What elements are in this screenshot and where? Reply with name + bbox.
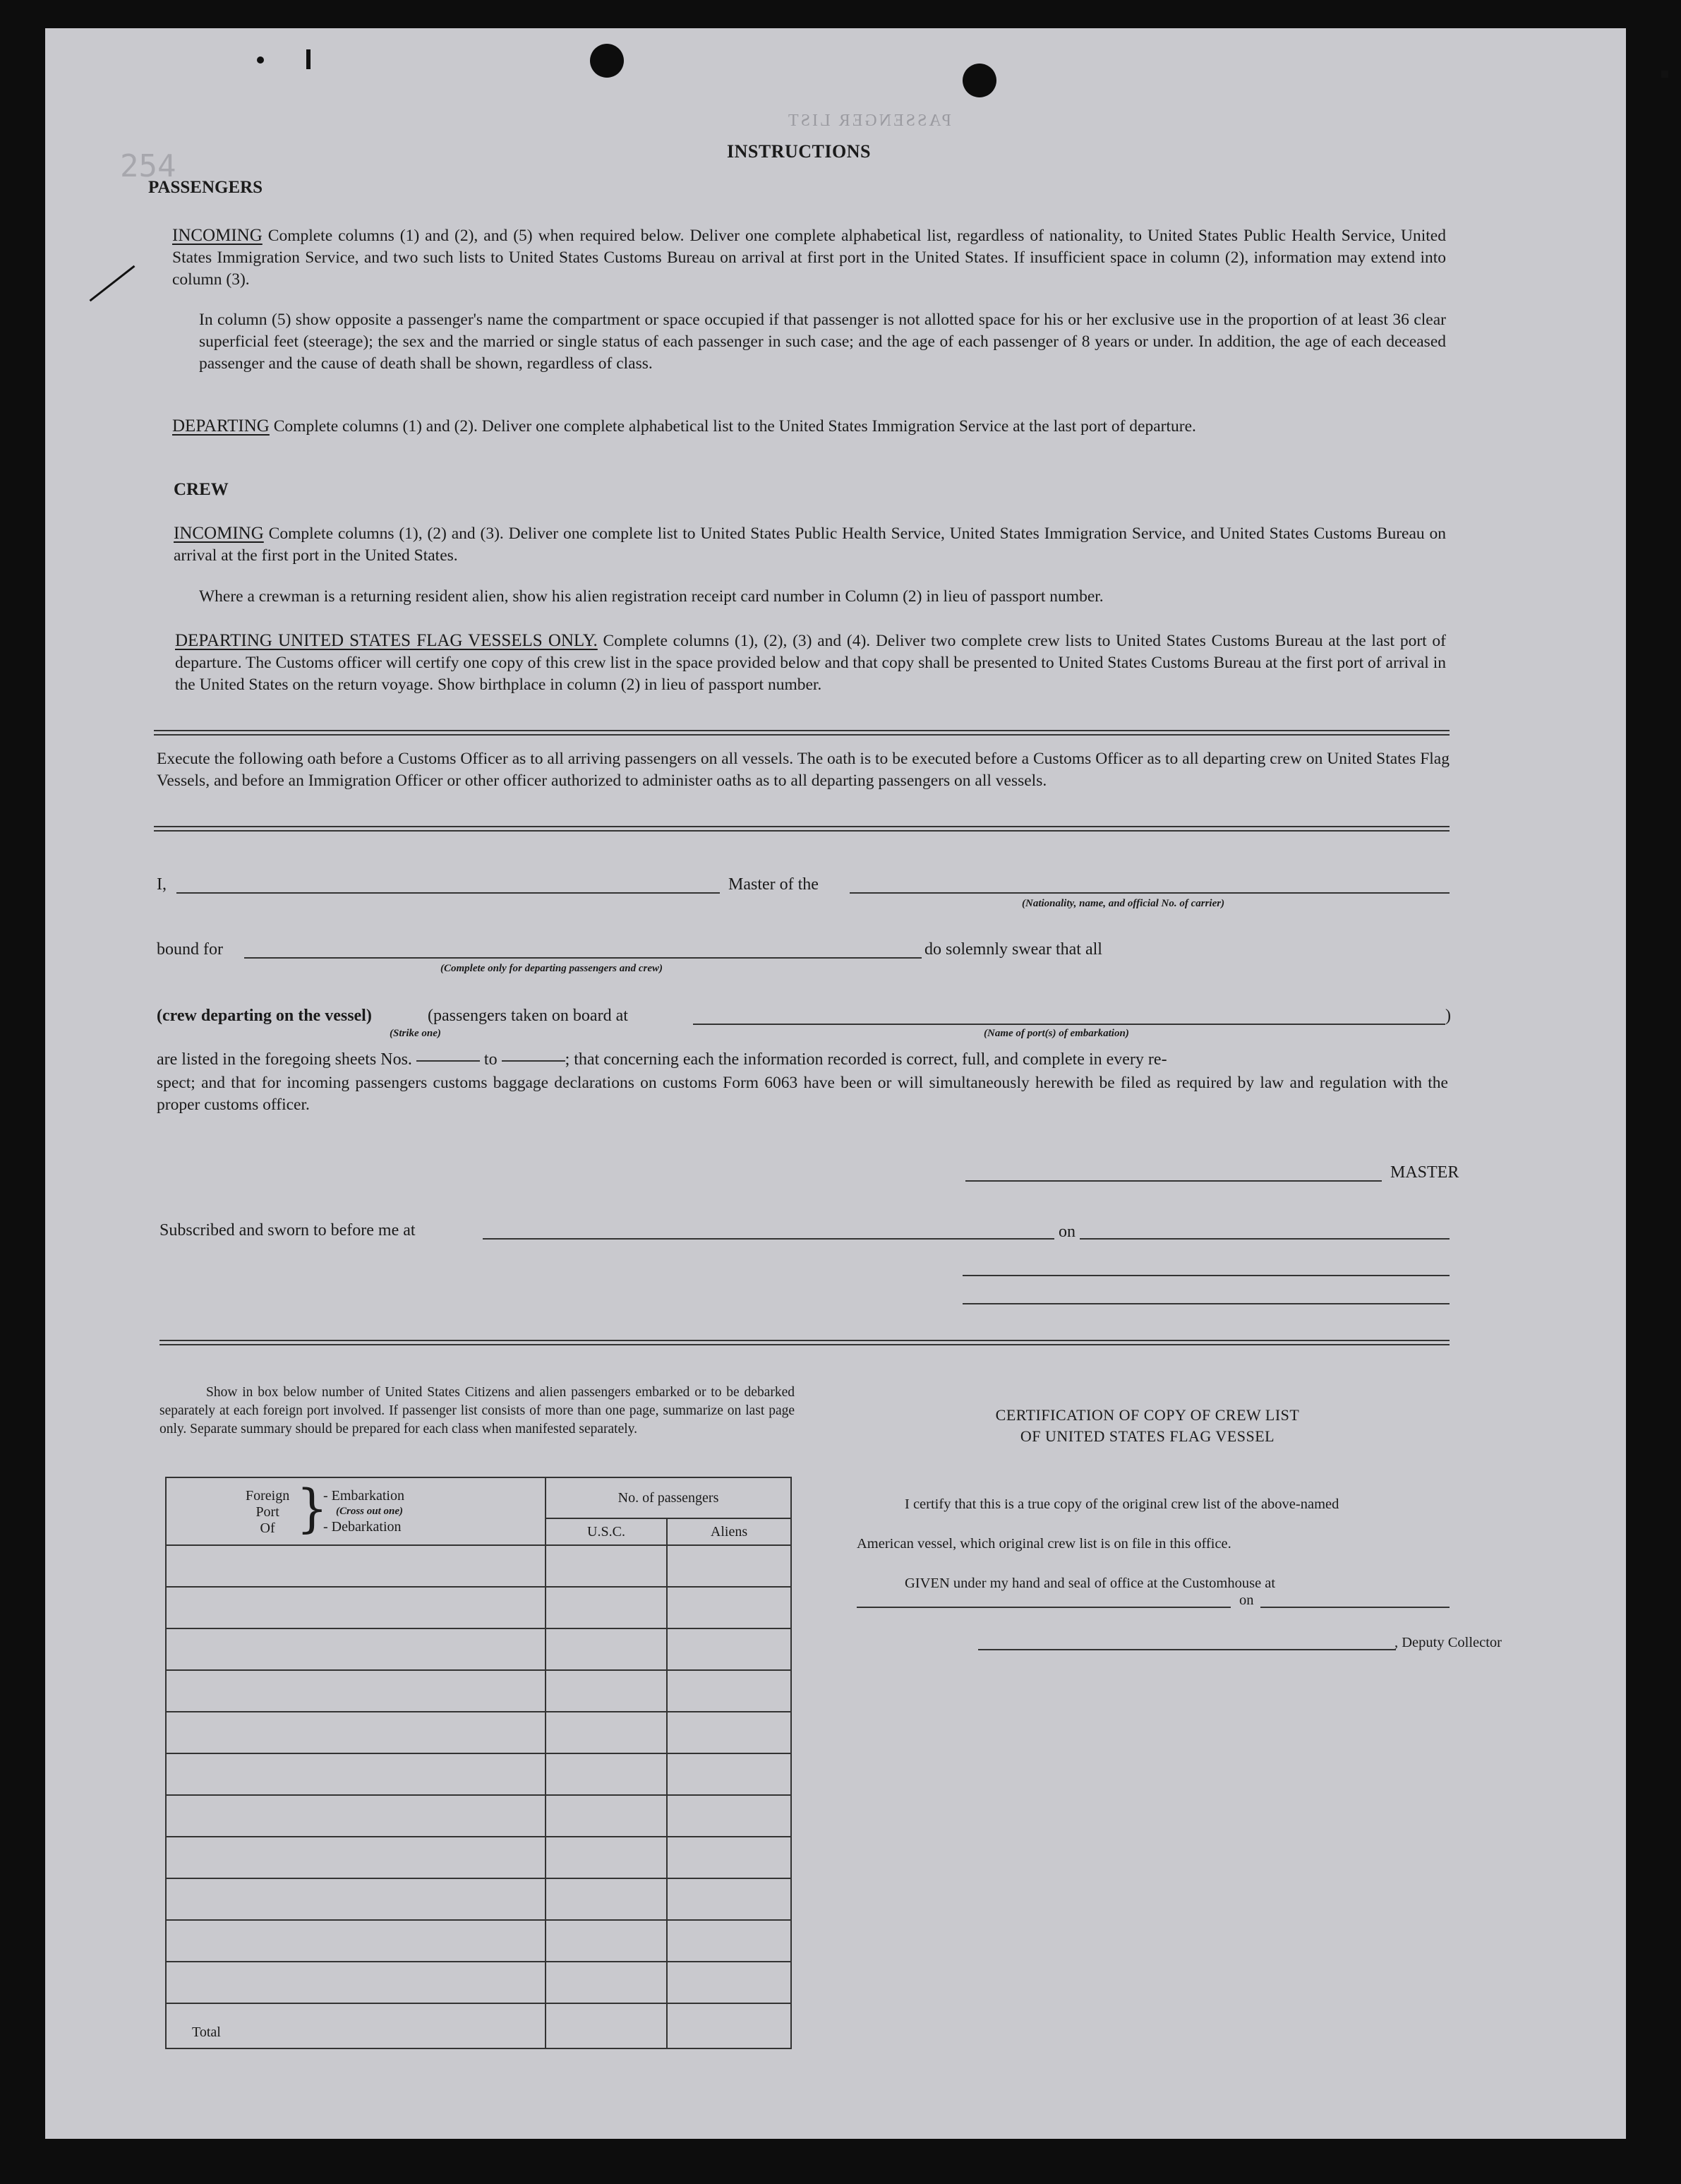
summary-aliens-cell[interactable]: [667, 1920, 791, 1962]
summary-aliens-cell[interactable]: [667, 1587, 791, 1628]
pen-stroke: [90, 265, 135, 302]
summary-port-cell[interactable]: [166, 1670, 546, 1712]
total-label: [166, 2003, 546, 2048]
crew-incoming-label: INCOMING: [174, 524, 264, 543]
sworn-on-label: on: [1059, 1223, 1076, 1241]
summary-aliens-cell[interactable]: [667, 1545, 791, 1587]
summary-usc-cell[interactable]: [546, 1878, 667, 1920]
certification-title-line2: OF UNITED STATES FLAG VESSEL: [1020, 1427, 1275, 1445]
passengers-incoming-block: [172, 224, 1446, 291]
usc-header: U.S.C.: [546, 1518, 667, 1545]
officer-signature-field-2[interactable]: [963, 1303, 1450, 1304]
master-of-the-label: Master of the: [728, 875, 819, 894]
divider-double: [154, 826, 1450, 832]
crew-departing-option-bold: (crew departing on the vessel): [157, 1007, 372, 1025]
summary-aliens-cell[interactable]: [667, 1837, 791, 1878]
divider-double: [154, 730, 1450, 736]
given-line: GIVEN under my hand and seal of office at the Customhouse at: [905, 1576, 1276, 1591]
no-of-passengers-header: No. of passengers: [546, 1477, 791, 1518]
bound-for-label: bound for: [157, 940, 223, 959]
summary-usc-cell[interactable]: [546, 1837, 667, 1878]
crew-incoming-block: [174, 522, 1446, 567]
summary-rows: [166, 1545, 791, 2003]
listed-to: to: [483, 1050, 498, 1069]
embarkation-option[interactable]: - Embarkation: [323, 1488, 404, 1504]
debarkation-option[interactable]: - Debarkation: [323, 1519, 402, 1535]
summary-usc-cell[interactable]: [546, 1962, 667, 2003]
bleed-through-header: PASSENGER LIST: [786, 112, 951, 130]
close-paren: ): [1445, 1007, 1451, 1025]
ports-field[interactable]: [693, 1024, 1445, 1025]
page-title: INSTRUCTIONS: [727, 141, 871, 162]
aliens-header: Aliens: [667, 1518, 791, 1545]
crew-returning-text: Where a crewman is a returning resident alien, show his alien registration receipt card number in Column (2) in lieu of passport number.: [199, 587, 1104, 606]
bound-for-field[interactable]: [244, 957, 922, 959]
port-header-cell: [166, 1477, 546, 1545]
sheet-to-field[interactable]: [502, 1060, 565, 1062]
certify-line2: American vessel, which original crew list is on file in this office.: [857, 1536, 1231, 1552]
ports-note: (Name of port(s) of embarkation): [984, 1028, 1129, 1039]
summary-port-cell[interactable]: [166, 1628, 546, 1670]
summary-aliens-cell[interactable]: [667, 1753, 791, 1795]
summary-aliens-cell[interactable]: [667, 1878, 791, 1920]
summary-port-cell[interactable]: [166, 1712, 546, 1753]
ink-mark: [306, 49, 311, 69]
crew-departing-block: [175, 630, 1446, 696]
listed-text-b: ; that concerning each the information recorded is correct, full, and complete in every re-: [565, 1050, 1167, 1069]
certification-title: [971, 1405, 1324, 1447]
summary-usc-cell[interactable]: [546, 1545, 667, 1587]
summary-row: [166, 1795, 791, 1837]
master-label: MASTER: [1390, 1163, 1459, 1182]
punch-hole-left: [590, 44, 624, 78]
customhouse-field[interactable]: [857, 1607, 1231, 1608]
summary-usc-cell[interactable]: [546, 1670, 667, 1712]
summary-usc-cell[interactable]: [546, 1920, 667, 1962]
strike-one-note: (Strike one): [390, 1028, 441, 1039]
summary-port-cell[interactable]: [166, 1587, 546, 1628]
oath-i-label: I,: [157, 875, 167, 894]
sworn-at-field[interactable]: [483, 1238, 1054, 1240]
summary-port-cell[interactable]: [166, 1878, 546, 1920]
passengers-departing-text: Complete columns (1) and (2). Deliver one complete alphabetical list to the United States Immigration Service at the last port of departure.: [273, 417, 1196, 436]
deputy-signature-field[interactable]: [978, 1649, 1396, 1650]
summary-row: [166, 1962, 791, 2003]
summary-row: [166, 1920, 791, 1962]
summary-row: [166, 1545, 791, 1587]
summary-aliens-cell[interactable]: [667, 1795, 791, 1837]
page-number-stamp: 254: [120, 148, 176, 184]
embark-options: [323, 1488, 404, 1535]
swear-label: do solemnly swear that all: [924, 940, 1102, 959]
divider-double: [159, 1340, 1450, 1345]
passengers-incoming-label: INCOMING: [172, 226, 263, 245]
summary-aliens-cell[interactable]: [667, 1670, 791, 1712]
complete-only-note: (Complete only for departing passengers and crew): [440, 963, 663, 974]
summary-row: [166, 1878, 791, 1920]
summary-row: [166, 1587, 791, 1628]
crew-departing-option[interactable]: [157, 1007, 372, 1026]
summary-usc-cell[interactable]: [546, 1753, 667, 1795]
crew-departing-label: DEPARTING UNITED STATES FLAG VESSELS ONLY.: [175, 631, 598, 650]
summary-port-cell[interactable]: [166, 1795, 546, 1837]
cert-on-label: on: [1239, 1592, 1254, 1608]
cross-out-note: (Cross out one): [336, 1506, 404, 1517]
summary-usc-cell[interactable]: [546, 1587, 667, 1628]
passengers-departing-block: [172, 415, 1446, 438]
summary-aliens-cell[interactable]: [667, 1712, 791, 1753]
certification-title-line1: CERTIFICATION OF COPY OF CREW LIST: [995, 1406, 1300, 1424]
crew-departing-text: Complete columns (1), (2), (3) and (4). Deliver two complete crew lists to United States Customs Bureau at the last port of departure. The Customs officer will certify one copy of this crew list in the space provided below and that copy shall be presented to United States Customs Bureau at the first port of arrival in the United States on the return voyage. Show birthplace in column (2) in lieu of passport number.: [175, 632, 1446, 694]
foreign-label: Foreign: [246, 1488, 290, 1504]
crew-incoming-text: Complete columns (1), (2) and (3). Deliver one complete list to United States Public Health Service, United States Immigration Service, and United States Customs Bureau on arrival at the first port in the United States.: [174, 524, 1446, 565]
master-name-field[interactable]: [176, 892, 720, 894]
deputy-collector-label: , Deputy Collector: [1394, 1635, 1502, 1650]
summary-aliens-cell[interactable]: [667, 1962, 791, 2003]
officer-signature-field-1[interactable]: [963, 1275, 1450, 1276]
summary-instructions: Show in box below number of United States Citizens and alien passengers embarked or to be debarked separately at each foreign port involved. If passenger list consists of more than one page, summarize on last page only. Separate summary should be prepared for each class when manifested separately.: [159, 1385, 795, 1436]
summary-row: [166, 1753, 791, 1795]
passengers-column5-text: In column (5) show opposite a passenger's name the compartment or space occupied if that passenger is not allotted space for his or her exclusive use in the proportion of at least 36 clear superficial feet (steerage); the sex and the married or single status of each passenger in such case; and the age of each passenger of 8 years or under. In addition, the age of each deceased passenger and the cause of death shall be shown, regardless of class.: [199, 311, 1446, 373]
subscribed-label: Subscribed and sworn to before me at: [159, 1221, 416, 1240]
port-label: Port: [255, 1504, 279, 1520]
summary-row: [166, 1837, 791, 1878]
summary-usc-cell[interactable]: [546, 1795, 667, 1837]
listed-text-a: are listed in the foregoing sheets Nos.: [157, 1050, 412, 1069]
crew-heading: CREW: [174, 480, 229, 499]
ink-mark: [257, 56, 264, 64]
summary-port-cell[interactable]: [166, 1753, 546, 1795]
punch-hole-right: [963, 64, 996, 97]
total-usc-cell[interactable]: [546, 2003, 667, 2048]
total-text: Total: [192, 2024, 221, 2040]
sheet-from-field[interactable]: [416, 1060, 480, 1062]
summary-row: [166, 1670, 791, 1712]
cert-date-field[interactable]: [1260, 1607, 1450, 1608]
summary-port-cell[interactable]: [166, 1920, 546, 1962]
summary-row: [166, 1712, 791, 1753]
foreign-port-of: [246, 1488, 289, 1537]
summary-usc-cell[interactable]: [546, 1712, 667, 1753]
summary-port-cell[interactable]: [166, 1837, 546, 1878]
ink-mark: [1661, 71, 1668, 78]
of-label: Of: [260, 1520, 275, 1536]
master-signature-field[interactable]: [965, 1180, 1382, 1182]
listed-line: [157, 1050, 1448, 1069]
oath-intro: Execute the following oath before a Customs Officer as to all arriving passengers on all vessels. The oath is to be executed before a Customs Officer as to all departing crew on United States Flag Vessels, and before an Immigration Officer or other officer authorized to administer oaths as to all departing passengers on all vessels.: [157, 750, 1450, 790]
summary-row: [166, 1628, 791, 1670]
passengers-incoming-text: Complete columns (1) and (2), and (5) when required below. Deliver one complete alphabetical list, regardless of nationality, to United States Public Health Service, United States Immigration Service, and two such lists to United States Customs Bureau on arrival at first port in the United States. If insufficient space in column (2), information may extend into column (3).: [172, 227, 1446, 289]
passengers-taken-option[interactable]: (passengers taken on board at: [428, 1007, 628, 1025]
sworn-on-field[interactable]: [1080, 1238, 1450, 1240]
summary-port-cell[interactable]: [166, 1962, 546, 2003]
certify-line1: I certify that this is a true copy of the original crew list of the above-named: [905, 1496, 1339, 1512]
summary-aliens-cell[interactable]: [667, 1628, 791, 1670]
total-aliens-cell[interactable]: [667, 2003, 791, 2048]
summary-usc-cell[interactable]: [546, 1628, 667, 1670]
carrier-field[interactable]: [850, 892, 1450, 894]
listed-rest: spect; and that for incoming passengers customs baggage declarations on customs Form 6063 have been or will simultaneously herewith be filed as required by law and regulation with the proper customs officer.: [157, 1074, 1448, 1114]
passengers-heading: PASSENGERS: [148, 178, 263, 197]
brace-icon: }: [296, 1477, 328, 1540]
passengers-departing-label: DEPARTING: [172, 416, 270, 436]
nationality-note: (Nationality, name, and official No. of carrier): [1022, 898, 1225, 909]
document-sheet: [45, 28, 1626, 2139]
passenger-summary-table: [165, 1477, 792, 2049]
summary-port-cell[interactable]: [166, 1545, 546, 1587]
